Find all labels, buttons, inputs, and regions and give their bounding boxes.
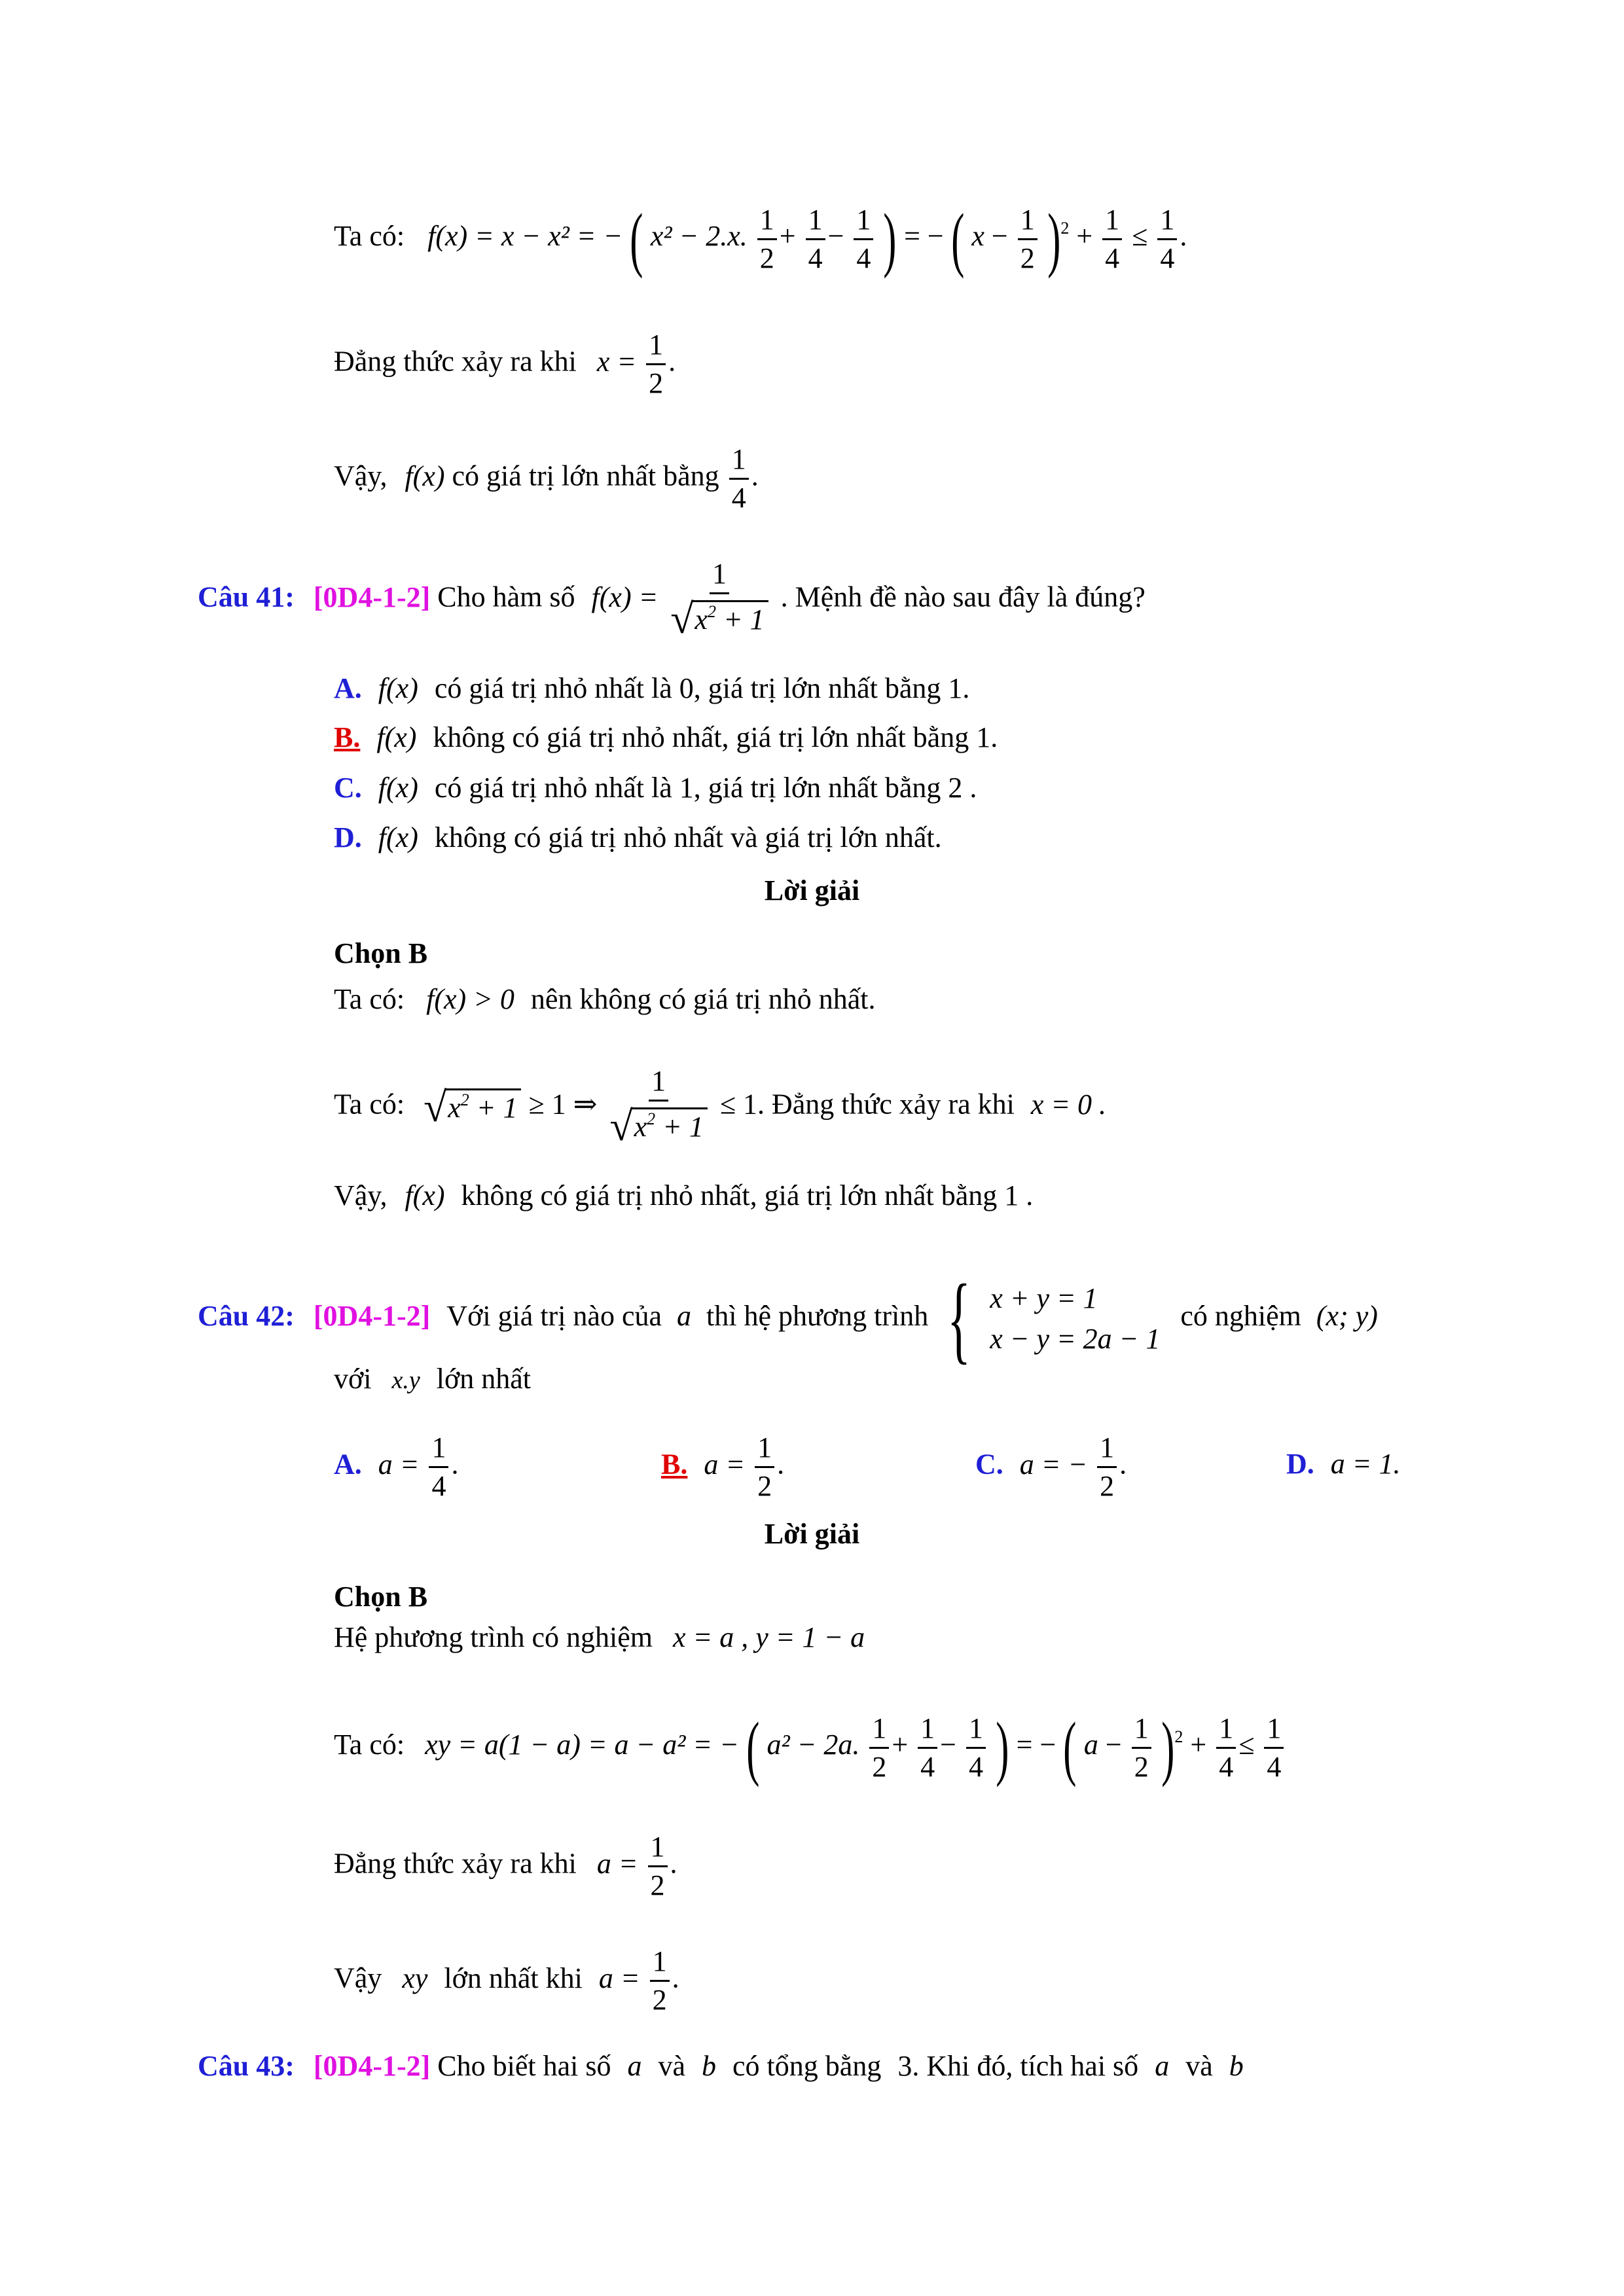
- frac: $\frac{1}{4}$: [918, 1714, 937, 1782]
- step-expr: a =: [596, 1847, 638, 1880]
- paren-close-2: ): [1047, 199, 1061, 279]
- q42-var-a: a: [677, 1300, 692, 1333]
- equation-system: [990, 1284, 1160, 1354]
- q42-step2: Ta có: xy = a(1 − a) = a − a² = − ( a² − 2a. $\frac{1}{2}$ + $\frac{1}{4}$ − $\frac{1}{4}$ ) = − ( a − $\frac{1}{2}$ )$^2$ + $\frac{1}{4}$ ≤ $\frac{1}{4}$: [334, 1712, 1286, 1784]
- q41-code: [0D4-1-2]: [313, 581, 431, 613]
- step-fx: f(x): [405, 1179, 445, 1211]
- q43-var-b: b: [702, 2050, 717, 2082]
- step-label: Ta có:: [334, 1729, 405, 1761]
- step-expr: ≥ 1 ⇒: [528, 1088, 598, 1121]
- q42-solution-title: Lời giải: [764, 1518, 860, 1550]
- paren-close: ): [996, 1708, 1009, 1787]
- q42-with: với: [334, 1363, 372, 1395]
- q41-label: Câu 41:: [198, 581, 295, 613]
- q42-text-before: Với giá trị nào của: [446, 1300, 662, 1333]
- option-letter: C.: [334, 772, 362, 804]
- sqrt-expr: $√x^2 + 1$: [424, 1086, 521, 1128]
- q42-step4: Vậy xy lớn nhất khi a = $\frac{1}{2}$ .: [334, 1945, 679, 2016]
- q41-text-after: . Mệnh đề nào sau đây là đúng?: [780, 581, 1146, 613]
- option-expr: a =: [704, 1448, 746, 1480]
- frac: $\frac{1}{2}$: [869, 1714, 889, 1782]
- paren-open-2: (: [1063, 1708, 1077, 1787]
- q41-option-b[interactable]: [334, 723, 998, 752]
- q41-step1: [334, 985, 876, 1014]
- step-expr: x = a , y = 1 − a: [673, 1621, 865, 1653]
- paren-open-2: (: [950, 199, 965, 279]
- option-fx: f(x): [376, 721, 417, 753]
- q42-option-d[interactable]: [1286, 1450, 1400, 1479]
- q42-text-mid: thì hệ phương trình: [706, 1300, 929, 1333]
- q42-code: [0D4-1-2]: [313, 1300, 431, 1333]
- frac-1-4d: $\frac{1}{4}$: [1157, 206, 1177, 273]
- step-text: nên không có giá trị nhỏ nhất.: [530, 983, 876, 1015]
- option-fx: f(x): [378, 821, 418, 853]
- q41-frac: $\frac{1}{√x^2 + 1}$: [668, 560, 770, 640]
- frac-1-4e: $\frac{1}{4}$: [729, 445, 749, 512]
- q41-text-before: Cho hàm số: [437, 581, 575, 613]
- eq1-lhs: f(x) = x − x² = −: [427, 220, 623, 253]
- q42-label: Câu 42:: [198, 1300, 295, 1333]
- option-text: không có giá trị nhỏ nhất và giá trị lớn nhất.: [434, 821, 942, 853]
- frac: $\frac{1}{2}$: [1132, 1714, 1151, 1782]
- frac-1-2b: $\frac{1}{2}$: [1018, 206, 1038, 273]
- q43-text-2: có tổng bằng: [732, 2050, 882, 2082]
- q42-xy: x.y: [391, 1367, 420, 1394]
- frac-1-2c: $\frac{1}{2}$: [646, 331, 666, 398]
- step-label: Vậy,: [334, 1179, 388, 1211]
- step-expr: xy = a(1 − a) = a − a² = −: [425, 1729, 739, 1761]
- q43-text-3: . Khi đó, tích hai số: [912, 2050, 1139, 2082]
- q42-option-b[interactable]: B. a = $\frac{1}{2}$ .: [661, 1431, 785, 1502]
- q43-and-2: và: [1185, 2050, 1213, 2082]
- q41-fx: f(x) =: [591, 581, 659, 613]
- option-letter: A.: [334, 1448, 362, 1480]
- step-xy: xy: [402, 1962, 428, 1994]
- option-fx: f(x): [378, 672, 418, 704]
- q41-solution-title: Lời giải: [764, 874, 860, 906]
- step-expr: a =: [598, 1962, 640, 1994]
- option-expr: a =: [378, 1448, 420, 1480]
- paren-open: (: [746, 1708, 760, 1787]
- eq1-mid: x² − 2.x.: [650, 220, 748, 253]
- q42-choice: Chọn B: [334, 1581, 428, 1613]
- q43-three: 3: [897, 2050, 912, 2082]
- option-fx: f(x): [378, 772, 418, 804]
- step-text: ≤ 1. Đẳng thức xảy ra khi: [719, 1088, 1015, 1121]
- option-text: có giá trị nhỏ nhất là 0, giá trị lớn nhất bằng 1.: [434, 672, 970, 704]
- q42-option-c[interactable]: C. a = − $\frac{1}{2}$ .: [975, 1431, 1127, 1502]
- step-expr-mid: a² − 2a.: [767, 1729, 860, 1761]
- option-text: có giá trị nhỏ nhất là 1, giá trị lớn nhất bằng 2 .: [434, 772, 977, 804]
- frac-1-2: $\frac{1}{2}$: [757, 206, 777, 273]
- q41-option-c[interactable]: [334, 774, 977, 802]
- ta-co-label: Ta có:: [334, 220, 405, 253]
- frac-1-4b: $\frac{1}{4}$: [854, 206, 873, 273]
- q43-code: [0D4-1-2]: [313, 2050, 431, 2082]
- q41-step2: [334, 1067, 1106, 1147]
- step-label: Ta có:: [334, 1088, 405, 1121]
- system-eq2: x − y = 2a − 1: [990, 1323, 1161, 1355]
- q41-step3: [334, 1181, 1033, 1210]
- step-text: Vậy: [334, 1962, 382, 1994]
- option-letter: C.: [975, 1448, 1003, 1480]
- leq-sign: ≤: [1132, 220, 1148, 253]
- option-letter: D.: [334, 821, 362, 853]
- option-frac: $\frac{1}{4}$: [429, 1433, 448, 1501]
- step-text: không có giá trị nhỏ nhất, giá trị lớn nhất bằng 1 .: [461, 1179, 1034, 1211]
- option-expr: a = −: [1019, 1448, 1088, 1480]
- step-expr: f(x) > 0: [426, 983, 514, 1015]
- frac-1-4: $\frac{1}{4}$: [806, 206, 825, 273]
- q42-pair: (x; y): [1316, 1300, 1378, 1333]
- option-frac: $\frac{1}{2}$: [1097, 1433, 1117, 1501]
- paren-close: ): [883, 199, 897, 279]
- intro-equation: Ta có: f(x) = x − x² = − ( x² − 2.x. $\frac{1}{2}$ + $\frac{1}{4}$ − $\frac{1}{4}$ ) = − ( x − $\frac{1}{2}$ )$^2$ + $\frac{1}{4}$ ≤ $\frac{1}{4}$ .: [334, 199, 1187, 279]
- q42-text-after: có nghiệm: [1180, 1300, 1301, 1333]
- q43-label: Câu 43:: [198, 2050, 295, 2082]
- q42-step1: [334, 1623, 865, 1652]
- equality-expr: x =: [596, 345, 637, 378]
- frac-1-4c: $\frac{1}{4}$: [1102, 206, 1122, 273]
- step-label: Ta có:: [334, 983, 405, 1015]
- q41-step2-frac: $\frac{1}{√x^2 + 1}$: [607, 1067, 710, 1147]
- frac: $\frac{1}{2}$: [650, 1947, 670, 2015]
- option-expr: a = 1.: [1330, 1448, 1401, 1480]
- option-letter: A.: [334, 672, 362, 704]
- conclusion-fx: f(x): [405, 459, 445, 492]
- q42-step3: Đẳng thức xảy ra khi a = $\frac{1}{2}$ .: [334, 1831, 677, 1901]
- q42-line2: [334, 1365, 531, 1393]
- frac: $\frac{1}{4}$: [1216, 1714, 1236, 1782]
- q43-var-a2: a: [1155, 2050, 1170, 2082]
- system-eq1: x + y = 1: [990, 1282, 1098, 1314]
- q41-option-a[interactable]: [334, 674, 969, 703]
- q41-choice: Chọn B: [334, 937, 428, 969]
- step-expr-end: x = 0 .: [1030, 1088, 1107, 1121]
- step-text: Đẳng thức xảy ra khi: [334, 1847, 577, 1880]
- option-letter-correct: B.: [661, 1448, 688, 1480]
- intro-conclusion: Vậy, f(x) có giá trị lớn nhất bằng $\frac{1}{4}$ .: [334, 443, 759, 514]
- q42-option-a[interactable]: A. a = $\frac{1}{4}$ .: [334, 1431, 459, 1502]
- option-text: không có giá trị nhỏ nhất, giá trị lớn nhất bằng 1.: [433, 721, 998, 753]
- brace: {: [947, 1265, 971, 1373]
- q42-max: lớn nhất: [436, 1363, 531, 1395]
- paren-open: (: [630, 199, 643, 279]
- option-letter-correct: B.: [334, 721, 361, 753]
- q43-var-a: a: [627, 2050, 642, 2082]
- paren-close-2: ): [1161, 1708, 1175, 1787]
- q42-header: [198, 1265, 1378, 1373]
- q41-option-d[interactable]: [334, 823, 942, 852]
- option-frac: $\frac{1}{2}$: [755, 1433, 774, 1501]
- q43-and: và: [658, 2050, 686, 2082]
- intro-equality: Đẳng thức xảy ra khi x = $\frac{1}{2}$ .: [334, 329, 676, 399]
- conclusion-body: có giá trị lớn nhất bằng: [452, 459, 719, 492]
- frac: $\frac{1}{4}$: [966, 1714, 986, 1782]
- step-text: Hệ phương trình có nghiệm: [334, 1621, 653, 1653]
- q43-header: [198, 2052, 1244, 2081]
- option-letter: D.: [1286, 1448, 1314, 1480]
- q43-var-b2: b: [1229, 2050, 1244, 2082]
- frac: $\frac{1}{2}$: [648, 1833, 668, 1900]
- q41-header: [198, 560, 1146, 640]
- equality-text: Đẳng thức xảy ra khi: [334, 345, 577, 378]
- frac: $\frac{1}{4}$: [1264, 1714, 1284, 1782]
- q43-text: Cho biết hai số: [437, 2050, 611, 2082]
- step-text-2: lớn nhất khi: [444, 1962, 583, 1994]
- conclusion-text: Vậy,: [334, 459, 388, 492]
